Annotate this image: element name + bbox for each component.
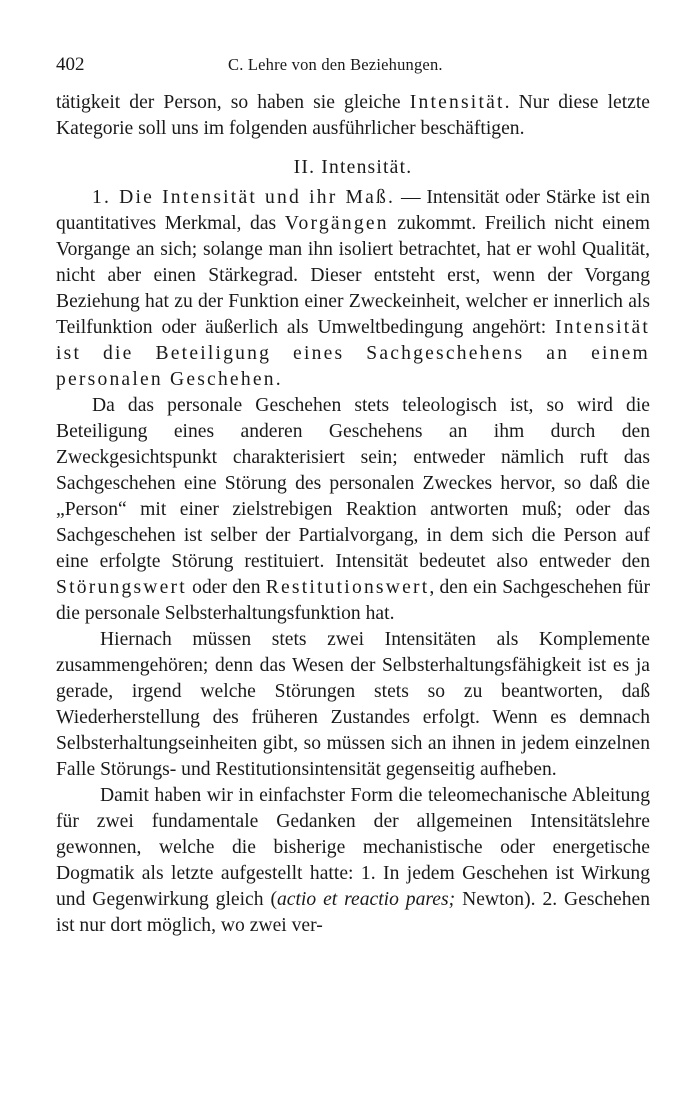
subsection-title: 1. Die Intensität und ihr Maß. [92,187,396,208]
page-number: 402 [56,54,85,75]
spaced-emphasis: Vorgängen [284,213,389,234]
paragraph-3: Hiernach müssen stets zwei Intensitäten als Komplemente zusammengehören; denn das Wesen der Selbsterhaltungsfähigkeit ist es ja gerade, irgend welche Störungen stets so zu beantworten, daß Wiederherstellung des früheren Zustandes erfolgt. Wenn es demnach Selbsterhaltungseinheiten gibt, so müssen sich an ihnen in jedem einzelnen Falle Störungs- und Restitutionsintensität gegenseitig aufheben. [56,629,650,780]
paragraph-continuation: tätigkeit der Person, so haben sie gleiche Intensität. Nur diese letzte Kategorie soll uns im folgenden ausführlicher beschäftigen. [56,92,650,139]
paragraph-1: 1. Die Intensität und ihr Maß. — Intensität oder Stärke ist ein quantitatives Merkmal, das Vorgängen zukommt. Freilich nicht einem Vorgange an sich; solange man ihn isoliert betrachtet, hat er wohl Qualität, nicht aber einen Stärkegrad. Dieser entsteht erst, wenn der Vorgang Beziehung hat zu der Funktion einer Zweckeinheit, welcher er innerlich als Teilfunktion oder äußerlich als Umweltbedingung angehört: Intensität ist die Beteiligung eines Sachgeschehens an einem personalen Geschehen. [56,187,650,390]
section-heading: II. Intensität. [293,157,413,178]
running-head: C. Lehre von den Beziehungen. [228,55,443,74]
spaced-definition: Intensität ist die Beteiligung eines Sachgeschehens an einem personalen Geschehen. [56,317,650,390]
page-header [56,50,650,84]
body-text [56,90,650,939]
book-page [56,50,650,939]
spaced-emphasis: Intensität [409,92,505,113]
italic-latin-phrase: actio et reactio pares; [276,889,456,910]
spaced-emphasis: Restitutionswert [265,577,430,598]
spaced-emphasis: Störungswert [56,577,187,598]
paragraph-4: Damit haben wir in einfachster Form die teleomechanische Ableitung für zwei fundamentale Gedanken der allgemeinen Intensitätslehre gewonnen, welche die bisherige mechanistische oder energetische Dogmatik als letzte aufgestellt hatte: 1. In jedem Geschehen ist Wirkung und Gegenwirkung gleich (actio et reactio pares; Newton). 2. Geschehen ist nur dort möglich, wo zwei ver- [56,785,650,936]
paragraph-2: Da das personale Geschehen stets teleologisch ist, so wird die Beteiligung eines anderen Geschehens an ihm durch den Zweckgesichtspunkt charakterisiert sein; entweder nämlich ruft das Sachgeschehen eine Störung des personalen Zweckes hervor, so daß die „Person“ mit einer zielstrebigen Reaktion antworten muß; oder das Sachgeschehen ist selber der Partialvorgang, in dem sich die Person auf eine erfolgte Störung restituiert. Intensität bedeutet also entweder den Störungswert oder den Restitutionswert, den ein Sachgeschehen für die personale Selbsterhaltungsfunktion hat. [56,395,650,624]
